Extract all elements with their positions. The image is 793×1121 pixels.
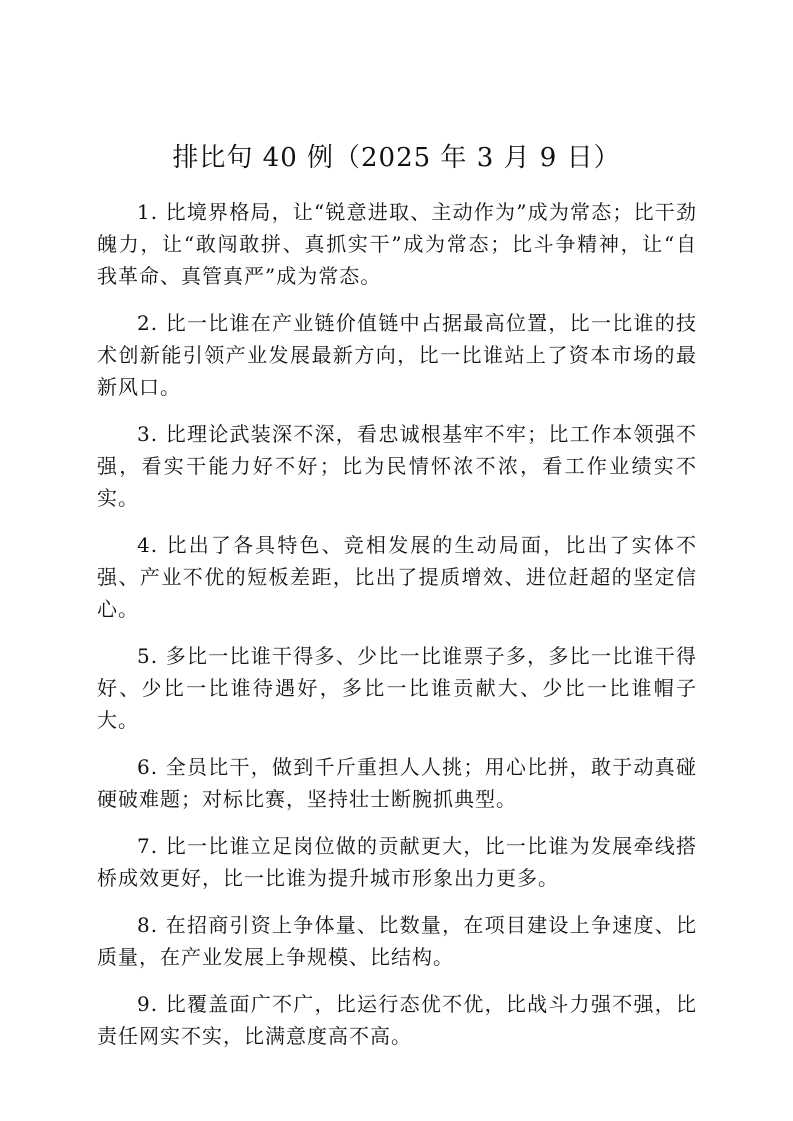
- paragraph-4: 4. 比出了各具特色、竞相发展的生动局面，比出了实体不强、产业不优的短板差距，比出了提质增效、进位赶超的坚定信心。: [97, 533, 697, 621]
- document-title: 排比句 40 例（2025 年 3 月 9 日）: [172, 143, 621, 173]
- paragraph-1: 1. 比境界格局，让“锐意进取、主动作为”成为常态；比干劲魄力，让“敢闯敢拼、真抓实干”成为常态；比斗争精神，让“自我革命、真管真严”成为常态。: [97, 200, 697, 288]
- paragraph-2: 2. 比一比谁在产业链价值链中占据最高位置，比一比谁的技术创新能引领产业发展最新方向，比一比谁站上了资本市场的最新风口。: [97, 311, 697, 399]
- paragraph-9: 9. 比覆盖面广不广，比运行态优不优，比战斗力强不强，比责任网实不实，比满意度高不高。: [97, 992, 697, 1048]
- paragraph-8: 8. 在招商引资上争体量、比数量，在项目建设上争速度、比质量，在产业发展上争规模、比结构。: [97, 913, 697, 969]
- paragraph-3: 3. 比理论武装深不深，看忠诚根基牢不牢；比工作本领强不强，看实干能力好不好；比为民情怀浓不浓，看工作业绩实不实。: [97, 422, 697, 510]
- document-body: [97, 196, 697, 1067]
- paragraph-7: 7. 比一比谁立足岗位做的贡献更大，比一比谁为发展牵线搭桥成效更好，比一比谁为提升城市形象出力更多。: [97, 834, 697, 890]
- paragraph-5: 5. 多比一比谁干得多、少比一比谁票子多，多比一比谁干得好、少比一比谁待遇好，多比一比谁贡献大、少比一比谁帽子大。: [97, 644, 697, 732]
- paragraph-6: 6. 全员比干，做到千斤重担人人挑；用心比拼，敢于动真碰硬破难题；对标比赛，坚持壮士断腕抓典型。: [97, 755, 697, 811]
